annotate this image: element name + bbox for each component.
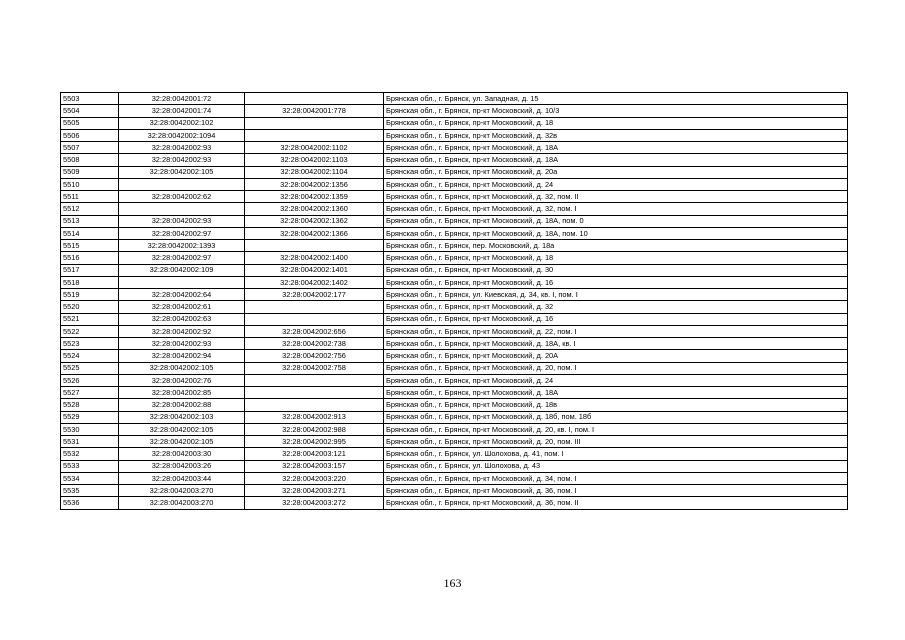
cadastral-number-cell: 32:28:0042002:97 [119,252,245,264]
cadastral-number-cell: 32:28:0042001:74 [119,105,245,117]
address-cell: Брянская обл., г. Брянск, ул. Шолохова, д. 41, пом. I [384,448,848,460]
address-cell: Брянская обл., г. Брянск, пр-кт Московский, д. 18в [384,399,848,411]
related-cadastral-number-cell [245,240,384,252]
table-row [61,129,848,141]
cadastral-number-cell: 32:28:0042002:109 [119,264,245,276]
address-cell: Брянская обл., г. Брянск, пр-кт Московский, д. 20а [384,166,848,178]
table-row [61,178,848,190]
related-cadastral-number-cell: 32:28:0042003:121 [245,448,384,460]
cadastral-number-cell: 32:28:0042002:76 [119,374,245,386]
row-number-cell: 5520 [61,301,119,313]
cadastral-number-cell: 32:28:0042002:97 [119,227,245,239]
address-cell: Брянская обл., г. Брянск, пр-кт Московский, д. 34, пом. I [384,472,848,484]
address-cell: Брянская обл., г. Брянск, пр-кт Московский, д. 18А [384,154,848,166]
cadastral-number-cell: 32:28:0042002:105 [119,362,245,374]
address-cell: Брянская обл., г. Брянск, пр-кт Московский, д. 16 [384,276,848,288]
cadastral-number-cell: 32:28:0042003:30 [119,448,245,460]
row-number-cell: 5527 [61,387,119,399]
cadastral-number-cell: 32:28:0042002:63 [119,313,245,325]
cadastral-number-cell: 32:28:0042001:72 [119,93,245,105]
address-cell: Брянская обл., г. Брянск, пр-кт Московский, д. 16 [384,313,848,325]
cadastral-number-cell: 32:28:0042002:105 [119,436,245,448]
cadastral-number-cell [119,178,245,190]
related-cadastral-number-cell [245,93,384,105]
address-cell: Брянская обл., г. Брянск, пр-кт Московский, д. 24 [384,178,848,190]
row-number-cell: 5534 [61,472,119,484]
address-cell: Брянская обл., г. Брянск, пр-кт Московский, д. 18А, пом. 0 [384,215,848,227]
cadastral-number-cell: 32:28:0042002:102 [119,117,245,129]
table-row [61,460,848,472]
address-cell: Брянская обл., г. Брянск, ул. Западная, д. 15 [384,93,848,105]
table-row [61,252,848,264]
address-cell: Брянская обл., г. Брянск, пр-кт Московский, д. 30 [384,264,848,276]
related-cadastral-number-cell: 32:28:0042002:1360 [245,203,384,215]
table-row [61,215,848,227]
table-row [61,105,848,117]
row-number-cell: 5525 [61,362,119,374]
related-cadastral-number-cell: 32:28:0042002:1400 [245,252,384,264]
address-cell: Брянская обл., г. Брянск, пр-кт Московский, д. 10/3 [384,105,848,117]
address-cell: Брянская обл., г. Брянск, пр-кт Московский, д. 18 [384,252,848,264]
cadastral-number-cell: 32:28:0042002:64 [119,289,245,301]
row-number-cell: 5504 [61,105,119,117]
row-number-cell: 5528 [61,399,119,411]
page-number: 163 [443,576,462,590]
address-cell: Брянская обл., г. Брянск, пр-кт Московский, д. 18А [384,142,848,154]
related-cadastral-number-cell: 32:28:0042002:1402 [245,276,384,288]
table-row [61,423,848,435]
address-cell: Брянская обл., г. Брянск, пр-кт Московский, д. 20А [384,350,848,362]
related-cadastral-number-cell: 32:28:0042002:1356 [245,178,384,190]
row-number-cell: 5526 [61,374,119,386]
table-row [61,289,848,301]
address-cell: Брянская обл., г. Брянск, пр-кт Московский, д. 18А, пом. 10 [384,227,848,239]
row-number-cell: 5511 [61,191,119,203]
cadastral-number-cell: 32:28:0042002:94 [119,350,245,362]
related-cadastral-number-cell: 32:28:0042002:988 [245,423,384,435]
cadastral-number-cell: 32:28:0042003:26 [119,460,245,472]
row-number-cell: 5506 [61,129,119,141]
cadastral-number-cell: 32:28:0042002:93 [119,154,245,166]
address-cell: Брянская обл., г. Брянск, пр-кт Московский, д. 18 [384,117,848,129]
table-row [61,448,848,460]
cadastral-number-cell: 32:28:0042002:93 [119,142,245,154]
row-number-cell: 5503 [61,93,119,105]
registry-table [60,92,848,510]
address-cell: Брянская обл., г. Брянск, пр-кт Московский, д. 32, пом. I [384,203,848,215]
table-row [61,142,848,154]
table-row [61,166,848,178]
related-cadastral-number-cell [245,129,384,141]
table-row [61,276,848,288]
related-cadastral-number-cell [245,313,384,325]
cadastral-number-cell: 32:28:0042002:93 [119,215,245,227]
table-row [61,350,848,362]
table-row [61,227,848,239]
address-cell: Брянская обл., г. Брянск, ул. Шолохова, д. 43 [384,460,848,472]
table-row [61,203,848,215]
related-cadastral-number-cell: 32:28:0042002:738 [245,338,384,350]
table-row [61,374,848,386]
address-cell: Брянская обл., г. Брянск, ул. Киевская, д. 34, кв. I, пом. I [384,289,848,301]
table-row [61,436,848,448]
address-cell: Брянская обл., г. Брянск, пр-кт Московский, д. 22, пом. I [384,325,848,337]
cadastral-number-cell: 32:28:0042002:105 [119,166,245,178]
table-row [61,264,848,276]
related-cadastral-number-cell [245,301,384,313]
row-number-cell: 5512 [61,203,119,215]
related-cadastral-number-cell: 32:28:0042003:272 [245,497,384,509]
related-cadastral-number-cell [245,387,384,399]
address-cell: Брянская обл., г. Брянск, пр-кт Московский, д. 32, пом. II [384,191,848,203]
cadastral-number-cell [119,276,245,288]
row-number-cell: 5521 [61,313,119,325]
address-cell: Брянская обл., г. Брянск, пр-кт Московский, д. 20, пом. III [384,436,848,448]
row-number-cell: 5508 [61,154,119,166]
row-number-cell: 5530 [61,423,119,435]
row-number-cell: 5535 [61,485,119,497]
cadastral-number-cell: 32:28:0042002:92 [119,325,245,337]
address-cell: Брянская обл., г. Брянск, пер. Московский, д. 18а [384,240,848,252]
address-cell: Брянская обл., г. Брянск, пр-кт Московский, д. 18б, пом. 18б [384,411,848,423]
related-cadastral-number-cell [245,117,384,129]
address-cell: Брянская обл., г. Брянск, пр-кт Московский, д. 36, пом. I [384,485,848,497]
address-cell: Брянская обл., г. Брянск, пр-кт Московский, д. 36, пом. II [384,497,848,509]
row-number-cell: 5523 [61,338,119,350]
related-cadastral-number-cell: 32:28:0042003:271 [245,485,384,497]
related-cadastral-number-cell: 32:28:0042002:656 [245,325,384,337]
cadastral-number-cell: 32:28:0042002:93 [119,338,245,350]
address-cell: Брянская обл., г. Брянск, пр-кт Московский, д. 20, кв. I, пом. I [384,423,848,435]
row-number-cell: 5531 [61,436,119,448]
related-cadastral-number-cell: 32:28:0042001:778 [245,105,384,117]
related-cadastral-number-cell: 32:28:0042002:1104 [245,166,384,178]
table-row [61,362,848,374]
related-cadastral-number-cell: 32:28:0042002:1362 [245,215,384,227]
row-number-cell: 5524 [61,350,119,362]
row-number-cell: 5507 [61,142,119,154]
cadastral-number-cell: 32:28:0042002:1094 [119,129,245,141]
row-number-cell: 5519 [61,289,119,301]
row-number-cell: 5533 [61,460,119,472]
row-number-cell: 5532 [61,448,119,460]
related-cadastral-number-cell: 32:28:0042002:1366 [245,227,384,239]
table-row [61,472,848,484]
related-cadastral-number-cell: 32:28:0042002:995 [245,436,384,448]
table-row [61,301,848,313]
related-cadastral-number-cell: 32:28:0042003:220 [245,472,384,484]
address-cell: Брянская обл., г. Брянск, пр-кт Московский, д. 18А [384,387,848,399]
row-number-cell: 5536 [61,497,119,509]
row-number-cell: 5517 [61,264,119,276]
table-row [61,411,848,423]
cadastral-number-cell [119,203,245,215]
related-cadastral-number-cell: 32:28:0042002:177 [245,289,384,301]
related-cadastral-number-cell: 32:28:0042002:1401 [245,264,384,276]
cadastral-number-cell: 32:28:0042003:270 [119,485,245,497]
table-row [61,338,848,350]
table-row [61,93,848,105]
row-number-cell: 5529 [61,411,119,423]
row-number-cell: 5513 [61,215,119,227]
related-cadastral-number-cell: 32:28:0042002:1103 [245,154,384,166]
cadastral-number-cell: 32:28:0042002:61 [119,301,245,313]
table-row [61,485,848,497]
related-cadastral-number-cell [245,399,384,411]
table-row [61,313,848,325]
cadastral-number-cell: 32:28:0042002:85 [119,387,245,399]
related-cadastral-number-cell: 32:28:0042003:157 [245,460,384,472]
row-number-cell: 5518 [61,276,119,288]
cadastral-number-cell: 32:28:0042002:62 [119,191,245,203]
address-cell: Брянская обл., г. Брянск, пр-кт Московский, д. 32 [384,301,848,313]
related-cadastral-number-cell: 32:28:0042002:913 [245,411,384,423]
related-cadastral-number-cell: 32:28:0042002:1102 [245,142,384,154]
table-row [61,191,848,203]
row-number-cell: 5516 [61,252,119,264]
cadastral-number-cell: 32:28:0042002:1393 [119,240,245,252]
row-number-cell: 5515 [61,240,119,252]
table-row [61,497,848,509]
cadastral-number-cell: 32:28:0042002:88 [119,399,245,411]
related-cadastral-number-cell: 32:28:0042002:758 [245,362,384,374]
table-row [61,399,848,411]
table-row [61,117,848,129]
row-number-cell: 5514 [61,227,119,239]
table-row [61,240,848,252]
table-row [61,325,848,337]
cadastral-number-cell: 32:28:0042003:44 [119,472,245,484]
address-cell: Брянская обл., г. Брянск, пр-кт Московский, д. 18А, кв. I [384,338,848,350]
row-number-cell: 5505 [61,117,119,129]
address-cell: Брянская обл., г. Брянск, пр-кт Московский, д. 20, пом. I [384,362,848,374]
registry-table-body [61,93,848,510]
related-cadastral-number-cell: 32:28:0042002:756 [245,350,384,362]
row-number-cell: 5522 [61,325,119,337]
related-cadastral-number-cell: 32:28:0042002:1359 [245,191,384,203]
table-row [61,154,848,166]
cadastral-number-cell: 32:28:0042002:105 [119,423,245,435]
cadastral-number-cell: 32:28:0042003:270 [119,497,245,509]
address-cell: Брянская обл., г. Брянск, пр-кт Московский, д. 24 [384,374,848,386]
cadastral-number-cell: 32:28:0042002:103 [119,411,245,423]
row-number-cell: 5509 [61,166,119,178]
row-number-cell: 5510 [61,178,119,190]
address-cell: Брянская обл., г. Брянск, пр-кт Московский, д. 32в [384,129,848,141]
table-row [61,387,848,399]
related-cadastral-number-cell [245,374,384,386]
